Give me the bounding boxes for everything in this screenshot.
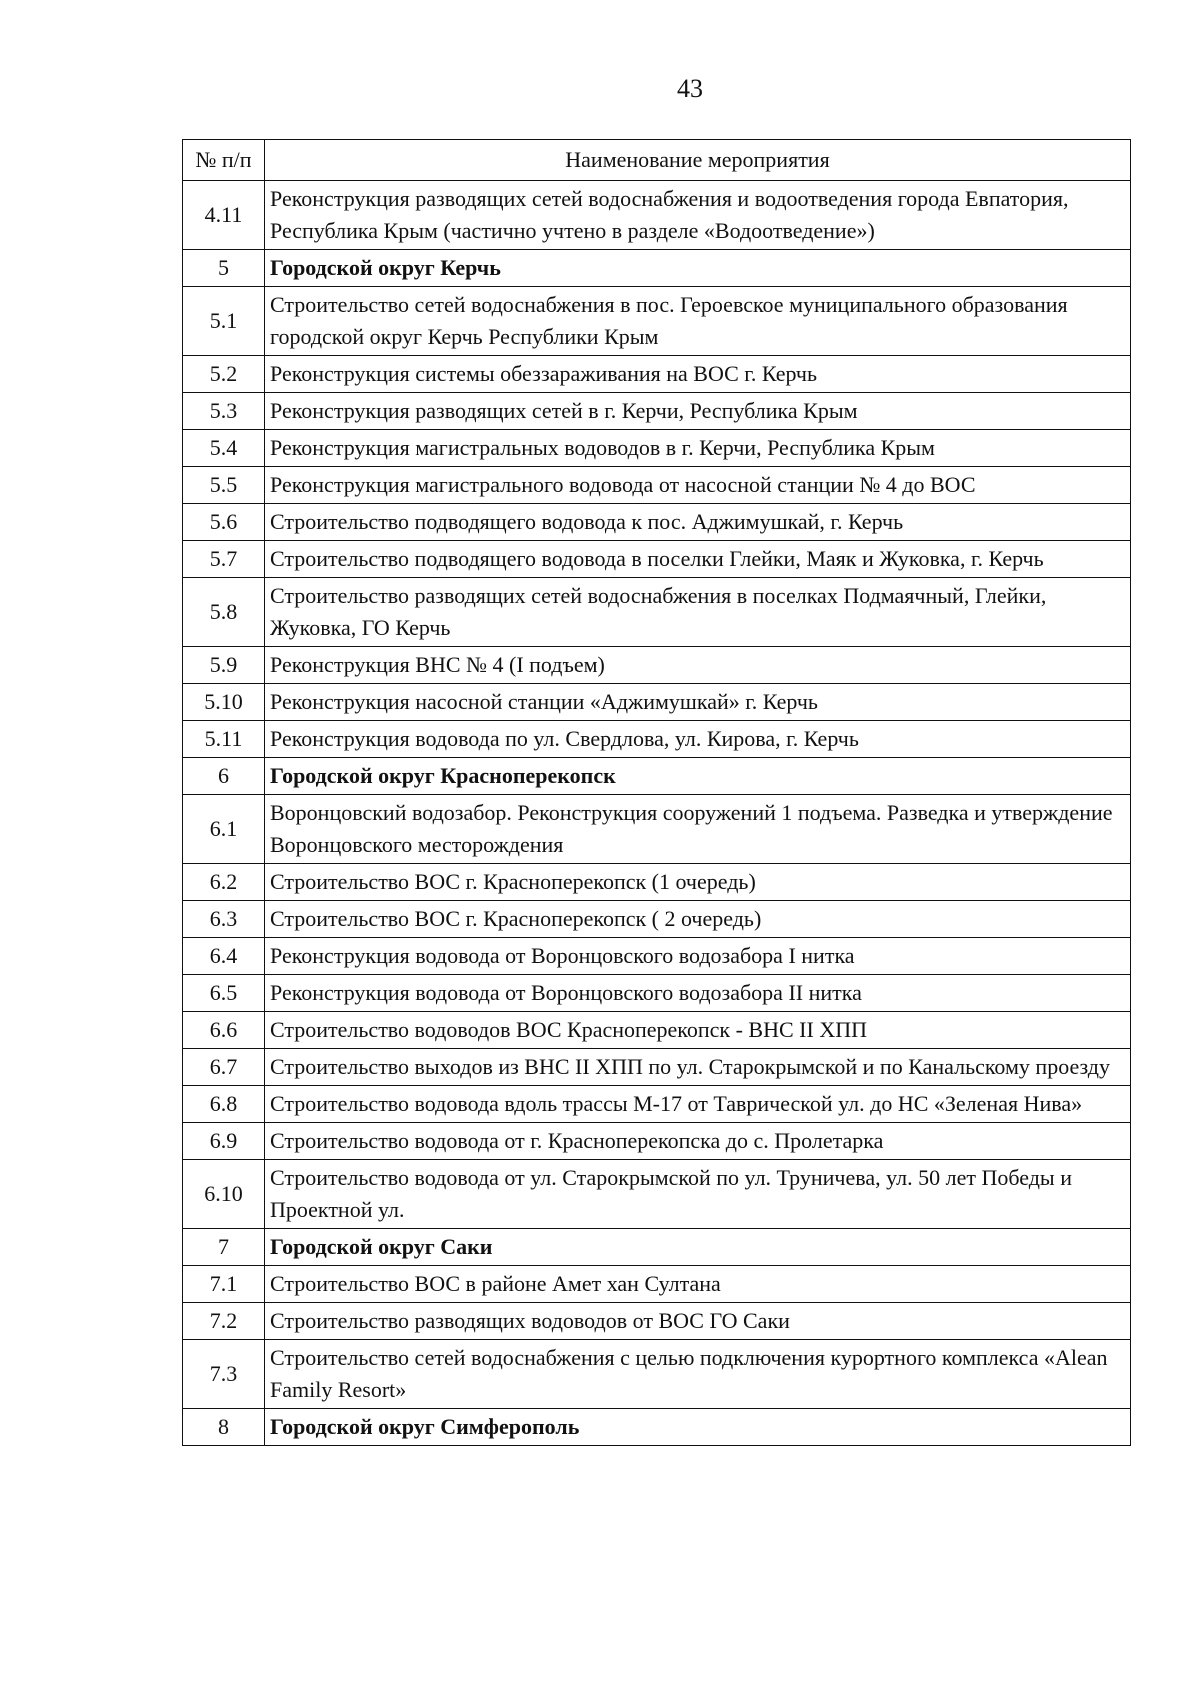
measure-name: Реконструкция водовода по ул. Свердлова, ул. Кирова, г. Керчь (265, 721, 1131, 758)
page-number: 43 (677, 74, 703, 103)
measure-name: Строительство водовода от г. Красноперекопска до с. Пролетарка (265, 1123, 1131, 1160)
measures-table (182, 139, 1131, 1446)
table-row (183, 1123, 1131, 1160)
table-row (183, 1303, 1131, 1340)
table-body (183, 181, 1131, 1446)
row-number: 5 (183, 250, 265, 287)
section-title: Городской округ Саки (265, 1229, 1131, 1266)
measure-name: Строительство подводящего водовода к пос. Аджимушкай, г. Керчь (265, 504, 1131, 541)
measure-name: Реконструкция разводящих сетей водоснабжения и водоотведения города Евпатория, Республика Крым (частично учтено в разделе «Водоотведение») (265, 181, 1131, 250)
measure-name: Строительство подводящего водовода в поселки Глейки, Маяк и Жуковка, г. Керчь (265, 541, 1131, 578)
row-number: 7.2 (183, 1303, 265, 1340)
measure-name: Реконструкция ВНС № 4 (I подъем) (265, 647, 1131, 684)
table-row (183, 901, 1131, 938)
table-row (183, 1266, 1131, 1303)
header-num: № п/п (183, 140, 265, 181)
table-row (183, 1160, 1131, 1229)
row-number: 6.6 (183, 1012, 265, 1049)
row-number: 7 (183, 1229, 265, 1266)
measure-name: Реконструкция насосной станции «Аджимушкай» г. Керчь (265, 684, 1131, 721)
table-row (183, 541, 1131, 578)
header-name: Наименование мероприятия (265, 140, 1131, 181)
table-row (183, 467, 1131, 504)
table-row (183, 975, 1131, 1012)
table-row (183, 684, 1131, 721)
measure-name: Строительство водовода от ул. Старокрымской по ул. Труничева, ул. 50 лет Победы и Проектной ул. (265, 1160, 1131, 1229)
table-row (183, 356, 1131, 393)
table-row (183, 1086, 1131, 1123)
table-row (183, 647, 1131, 684)
measure-name: Воронцовский водозабор. Реконструкция сооружений 1 подъема. Разведка и утверждение Воронцовского месторождения (265, 795, 1131, 864)
measure-name: Реконструкция магистрального водовода от насосной станции № 4 до ВОС (265, 467, 1131, 504)
row-number: 7.1 (183, 1266, 265, 1303)
table-section-row (183, 758, 1131, 795)
table-row (183, 721, 1131, 758)
row-number: 6.5 (183, 975, 265, 1012)
row-number: 5.1 (183, 287, 265, 356)
measure-name: Реконструкция системы обеззараживания на ВОС г. Керчь (265, 356, 1131, 393)
measure-name: Строительство водовода вдоль трассы М-17 от Таврической ул. до НС «Зеленая Нива» (265, 1086, 1131, 1123)
measure-name: Реконструкция магистральных водоводов в г. Керчи, Республика Крым (265, 430, 1131, 467)
row-number: 5.5 (183, 467, 265, 504)
measure-name: Строительство сетей водоснабжения в пос. Героевское муниципального образования городской округ Керчь Республики Крым (265, 287, 1131, 356)
row-number: 5.4 (183, 430, 265, 467)
row-number: 6 (183, 758, 265, 795)
table-section-row (183, 250, 1131, 287)
measure-name: Реконструкция водовода от Воронцовского водозабора II нитка (265, 975, 1131, 1012)
table-row (183, 795, 1131, 864)
table-row (183, 864, 1131, 901)
section-title: Городской округ Красноперекопск (265, 758, 1131, 795)
table-section-row (183, 1229, 1131, 1266)
row-number: 5.11 (183, 721, 265, 758)
row-number: 8 (183, 1409, 265, 1446)
table-row (183, 504, 1131, 541)
measure-name: Реконструкция разводящих сетей в г. Керчи, Республика Крым (265, 393, 1131, 430)
row-number: 5.3 (183, 393, 265, 430)
measure-name: Строительство разводящих сетей водоснабжения в поселках Подмаячный, Глейки, Жуковка, ГО Керчь (265, 578, 1131, 647)
row-number: 5.10 (183, 684, 265, 721)
section-title: Городской округ Симферополь (265, 1409, 1131, 1446)
row-number: 7.3 (183, 1340, 265, 1409)
row-number: 4.11 (183, 181, 265, 250)
measure-name: Строительство выходов из ВНС II ХПП по ул. Старокрымской и по Канальскому проезду (265, 1049, 1131, 1086)
row-number: 5.9 (183, 647, 265, 684)
row-number: 6.10 (183, 1160, 265, 1229)
row-number: 5.8 (183, 578, 265, 647)
table-section-row (183, 1409, 1131, 1446)
row-number: 6.3 (183, 901, 265, 938)
measure-name: Строительство сетей водоснабжения с целью подключения курортного комплекса «Alean Family Resort» (265, 1340, 1131, 1409)
measure-name: Строительство ВОС г. Красноперекопск (1 очередь) (265, 864, 1131, 901)
table-row (183, 1012, 1131, 1049)
table-row (183, 393, 1131, 430)
table-row (183, 1340, 1131, 1409)
table-row (183, 181, 1131, 250)
measure-name: Строительство разводящих водоводов от ВОС ГО Саки (265, 1303, 1131, 1340)
measure-name: Строительство ВОС в районе Амет хан Султана (265, 1266, 1131, 1303)
row-number: 6.8 (183, 1086, 265, 1123)
row-number: 5.2 (183, 356, 265, 393)
table-header-row (183, 140, 1131, 181)
measure-name: Строительство водоводов ВОС Красноперекопск - ВНС II ХПП (265, 1012, 1131, 1049)
row-number: 6.7 (183, 1049, 265, 1086)
section-title: Городской округ Керчь (265, 250, 1131, 287)
row-number: 5.7 (183, 541, 265, 578)
table-row (183, 938, 1131, 975)
measure-name: Строительство ВОС г. Красноперекопск ( 2 очередь) (265, 901, 1131, 938)
table-row (183, 430, 1131, 467)
row-number: 5.6 (183, 504, 265, 541)
table-row (183, 287, 1131, 356)
table-row (183, 578, 1131, 647)
measure-name: Реконструкция водовода от Воронцовского водозабора I нитка (265, 938, 1131, 975)
row-number: 6.9 (183, 1123, 265, 1160)
table-row (183, 1049, 1131, 1086)
row-number: 6.2 (183, 864, 265, 901)
row-number: 6.4 (183, 938, 265, 975)
row-number: 6.1 (183, 795, 265, 864)
